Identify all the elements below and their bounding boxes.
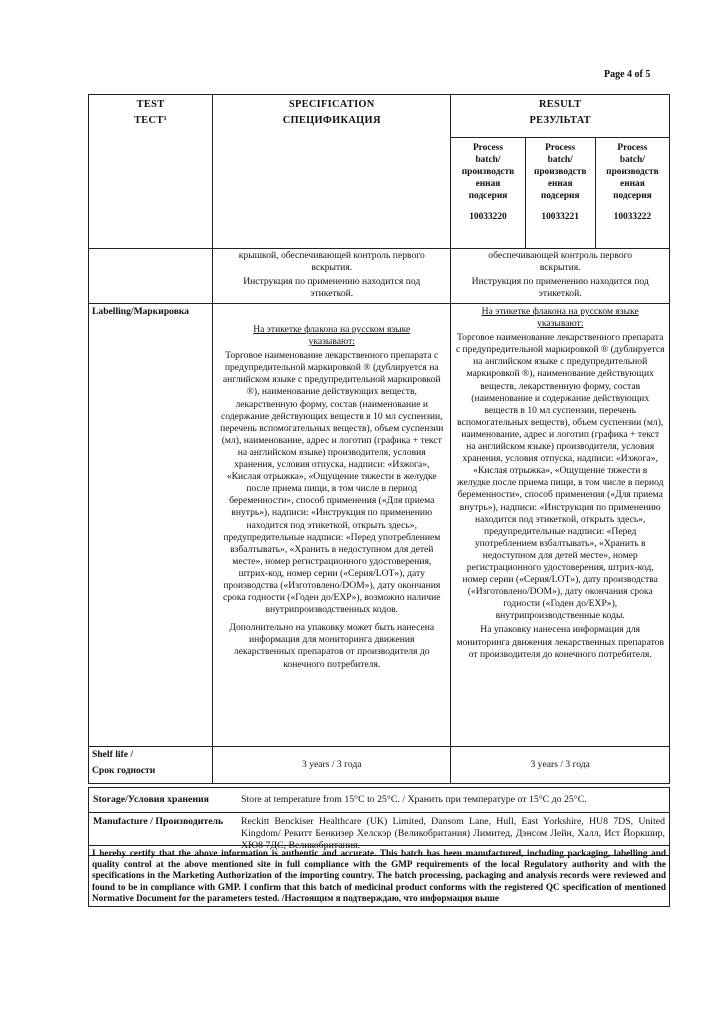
labelling-test: Labelling/Маркировка <box>89 304 213 747</box>
continuation-spec: крышкой, обеспечивающей контроль первого вскрытия. Инструкция по применению находится под этикеткой. <box>213 249 451 304</box>
certification-text: I hereby certify that the above information is authentic and accurate. This batch has been manufactured, including packaging, labelling and quality control at the above mentioned site in full compliance with the GMP requirements of the local Regulatory authority and with the specifications in the Marketing Authorization of the importing country. The batch processing, packaging and analysis records were reviewed and found to be in compliance with GMP. I confirm that this batch of medicinal product conforms with the registered QC specification of mentioned Normative Document for the parameters tested. /Настоящим я подтверждаю, что информация выше <box>89 846 670 907</box>
shelf-life-result: 3 years / 3 года <box>451 747 670 784</box>
result-header: RESULT РЕЗУЛЬТАТ <box>451 95 670 138</box>
batch-number: 10033220 <box>469 212 507 222</box>
batch-3: Process batch/ производств енная подсерия 10033222 <box>595 138 669 249</box>
shelf-life-test: Shelf life / Срок годности <box>89 747 213 784</box>
batch-number: 10033222 <box>613 212 652 222</box>
spec-heading: На этикетке флакона на русском языке указывают: <box>253 324 411 348</box>
storage-value: Store at temperature from 15°C to 25°C. / Хранить при температуре от 15°C до 25°C. <box>237 788 670 813</box>
storage-label: Storage/Условия хранения <box>89 788 238 813</box>
result-heading: На этикетке флакона на русском языке указывают: <box>481 306 639 330</box>
shelf-life-row <box>89 747 670 784</box>
result-extra: На упаковку нанесена информация для мониторинга движения лекарственных препаратов от производителя до конечного потребителя. <box>456 624 664 660</box>
results-table <box>88 94 670 784</box>
shelf-life-spec: 3 years / 3 года <box>213 747 451 784</box>
specification-header: SPECIFICATION СПЕЦИФИКАЦИЯ <box>213 95 451 249</box>
storage-row <box>89 788 670 813</box>
continuation-row <box>89 249 670 304</box>
batch-number: 10033221 <box>541 212 579 222</box>
batch-1: Process batch/ производств енная подсерия 10033220 <box>451 138 525 249</box>
spec-body: Торговое наименование лекарственного препарата с предупредительной маркировкой ® (дублируется на английском языке с предупредительной маркировкой ®), наименование действующих веществ, лекарственную форму, состав (наименование и содержание действующих веществ в 10 мл суспензии, перечень вспомогательных веществ), объем суспензии (мл), наименование, адрес и логотип (графика + текст на английском языке) производителя, условия хранения, условия отпуска, надписи: «Изжога», «Кислая отрыжка», «Ощущение тяжести в желудке после приема пищи, в том числе в период беременности», способ применения («Для приема внутрь»), надписи: «Инструкция по применению находится под этикеткой, открыть здесь», предупредительные надписи: «Перед употреблением взбалтывать», «Хранить в недоступном для детей месте», номер регистрационного удостоверения, штрих-код, номер серии («Серия/LOT»), дату производства («Изготовлено/DOM»), дату окончания срока годности («Годен до/EXP»), возможно наличие внутрипроизводственных кодов. <box>220 350 444 616</box>
header-row <box>89 95 670 138</box>
labelling-result <box>451 304 670 747</box>
manufacturer-value: Reckitt Benckiser Healthcare (UK) Limited, Dansom Lane, Hull, East Yorkshire, HU8 7DS, United Kingdom/ Рекитт Бенкизер Хелскэр (Великобритания) Лимитед, Дэнсом Лейн, Халл, Ист Йоркшир, ХЮ8 7ДС, Великобритания. <box>237 813 670 856</box>
labelling-spec <box>213 304 451 747</box>
batch-2: Process batch/ производств енная подсерия 10033221 <box>525 138 595 249</box>
page-number: Page 4 of 5 <box>604 69 651 80</box>
continuation-result: обеспечивающей контроль первого вскрытия. Инструкция по применению находится под этикеткой. <box>451 249 670 304</box>
manufacturer-label: Manufacture / Производитель <box>89 813 238 856</box>
labelling-row <box>89 304 670 747</box>
certification-box <box>88 845 670 907</box>
test-header: TEST ТЕСТ¹ <box>89 95 213 249</box>
result-body: Торговое наименование лекарственного препарата с предупредительной маркировкой ® (дублируется на английском языке с предупредительной маркировкой ®), наименование действующих веществ, лекарственную форму, состав (наименование и содержание действующих веществ в 10 мл суспензии, перечень вспомогательных веществ), объем суспензии (мл), наименование, адрес и логотип (графика + текст на английском языке) производителя, условия хранения, условия отпуска, надписи: «Изжога», «Кислая отрыжка», «Ощущение тяжести в желудке после приема пищи, в том числе в период беременности», способ применения («Для приема внутрь»), надписи: «Инструкция по применению находится под этикеткой, открыть здесь», предупредительные надписи: «Перед употреблением взбалтывать», «Хранить в недоступном для детей месте», номер регистрационного удостоверения, штрих-код, номер серии («Серия/LOT»), дату производства («Изготовлено/DOM»), дату окончания срока годности («Годен до/EXP»), внутрипроизводственные коды. <box>455 332 665 622</box>
spec-extra: Дополнительно на упаковку может быть нанесена информация для мониторинга движения лекарственных препаратов от производителя до конечного потребителя. <box>229 622 435 670</box>
